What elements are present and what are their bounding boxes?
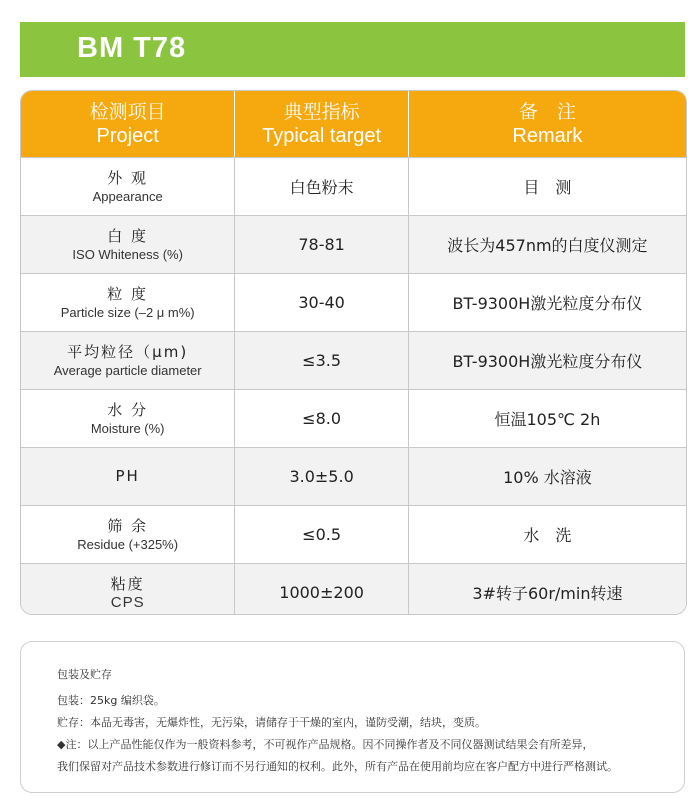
remark-cell	[409, 390, 686, 447]
remark-cell	[409, 274, 686, 331]
target-value: 30-40	[298, 293, 345, 312]
item-cell	[21, 506, 235, 563]
product-title: BM T78	[77, 32, 187, 64]
remark-value: 波长为457nm的白度仪测定	[447, 236, 648, 255]
header-project	[21, 91, 235, 157]
target-cell	[235, 564, 408, 615]
title-bar	[20, 22, 685, 77]
remark-value: 水 洗	[523, 526, 572, 545]
table-row	[21, 389, 686, 447]
target-cell	[235, 158, 408, 215]
item-cell	[21, 216, 235, 273]
item-zh: 粒 度	[107, 284, 149, 303]
header-project-zh: 检测项目	[89, 100, 166, 123]
item-en: Moisture (%)	[90, 420, 165, 436]
item-en: ISO Whiteness (%)	[72, 246, 183, 262]
item-zh: 外 观	[107, 168, 149, 187]
remark-cell	[409, 448, 686, 505]
remark-cell	[409, 332, 686, 389]
remark-value: BT-9300H激光粒度分布仪	[452, 294, 643, 313]
header-target	[235, 91, 408, 157]
target-cell	[235, 274, 408, 331]
header-target-zh: 典型指标	[283, 100, 360, 123]
header-project-en: Project	[96, 124, 159, 147]
packing-note: 包装：25kg 编织袋。	[57, 694, 165, 707]
remark-value: 3#转子60r/min转速	[472, 584, 623, 603]
remark-cell	[409, 158, 686, 215]
table-row	[21, 331, 686, 389]
header-target-en: Typical target	[262, 124, 382, 147]
item-zh: 水 分	[107, 400, 149, 419]
table-row	[21, 447, 686, 505]
remark-value: 10% 水溶液	[503, 468, 592, 487]
item-zh: 粘度	[110, 574, 145, 593]
item-zh: 白 度	[107, 226, 149, 245]
target-value: 78-81	[298, 235, 345, 254]
item-en: CPS	[110, 593, 145, 611]
target-cell	[235, 506, 408, 563]
target-cell	[235, 216, 408, 273]
disclaimer-line-2: 我们保留对产品技术参数进行修订而不另行通知的权利。此外，所有产品在使用前均应在客户配方中进行严格测试。	[57, 760, 618, 773]
remark-cell	[409, 216, 686, 273]
remark-value: 目 测	[523, 178, 572, 197]
item-zh: 筛 余	[107, 516, 149, 535]
table-row	[21, 215, 686, 273]
table-row	[21, 505, 686, 563]
header-remark-en: Remark	[512, 124, 583, 147]
remark-value: 恒温105℃ 2h	[494, 410, 601, 429]
table-row	[21, 157, 686, 215]
item-cell	[21, 274, 235, 331]
item-zh: PH	[115, 467, 140, 485]
remark-cell	[409, 506, 686, 563]
table-row	[21, 563, 686, 615]
item-cell	[21, 564, 235, 615]
notes-title: 包装及贮存	[57, 668, 112, 681]
target-value: 白色粉末	[289, 178, 354, 197]
item-zh: 平均粒径（μm)	[67, 342, 189, 361]
item-cell	[21, 390, 235, 447]
item-cell	[21, 158, 235, 215]
target-cell	[235, 390, 408, 447]
target-value: 1000±200	[279, 583, 364, 602]
item-cell	[21, 332, 235, 389]
disclaimer-line-1: ◆注：以上产品性能仅作为一般资料参考，不可视作产品规格。因不同操作者及不同仪器测试结果会有所差异，	[57, 738, 594, 751]
header-remark-zh: 备 注	[518, 100, 576, 123]
item-en: Residue (+325%)	[77, 536, 179, 552]
table-header	[21, 91, 686, 157]
header-remark	[409, 91, 686, 157]
target-value: ≤0.5	[302, 525, 342, 544]
table-body	[21, 157, 686, 615]
table-row	[21, 273, 686, 331]
notes-box	[20, 641, 685, 793]
target-cell	[235, 332, 408, 389]
storage-note: 贮存：本品无毒害，无爆炸性，无污染，请储存于干燥的室内，谨防受潮，结块，变质。	[57, 716, 486, 729]
target-value: ≤3.5	[302, 351, 342, 370]
target-cell	[235, 448, 408, 505]
item-en: Appearance	[92, 188, 163, 204]
target-value: ≤8.0	[302, 409, 342, 428]
remark-value: BT-9300H激光粒度分布仪	[452, 352, 643, 371]
item-en: Average particle diameter	[53, 362, 202, 378]
item-cell	[21, 448, 235, 505]
item-en: Particle size (–2 μ m%)	[60, 304, 195, 320]
target-value: 3.0±5.0	[289, 467, 354, 486]
spec-table	[20, 90, 687, 615]
remark-cell	[409, 564, 686, 615]
